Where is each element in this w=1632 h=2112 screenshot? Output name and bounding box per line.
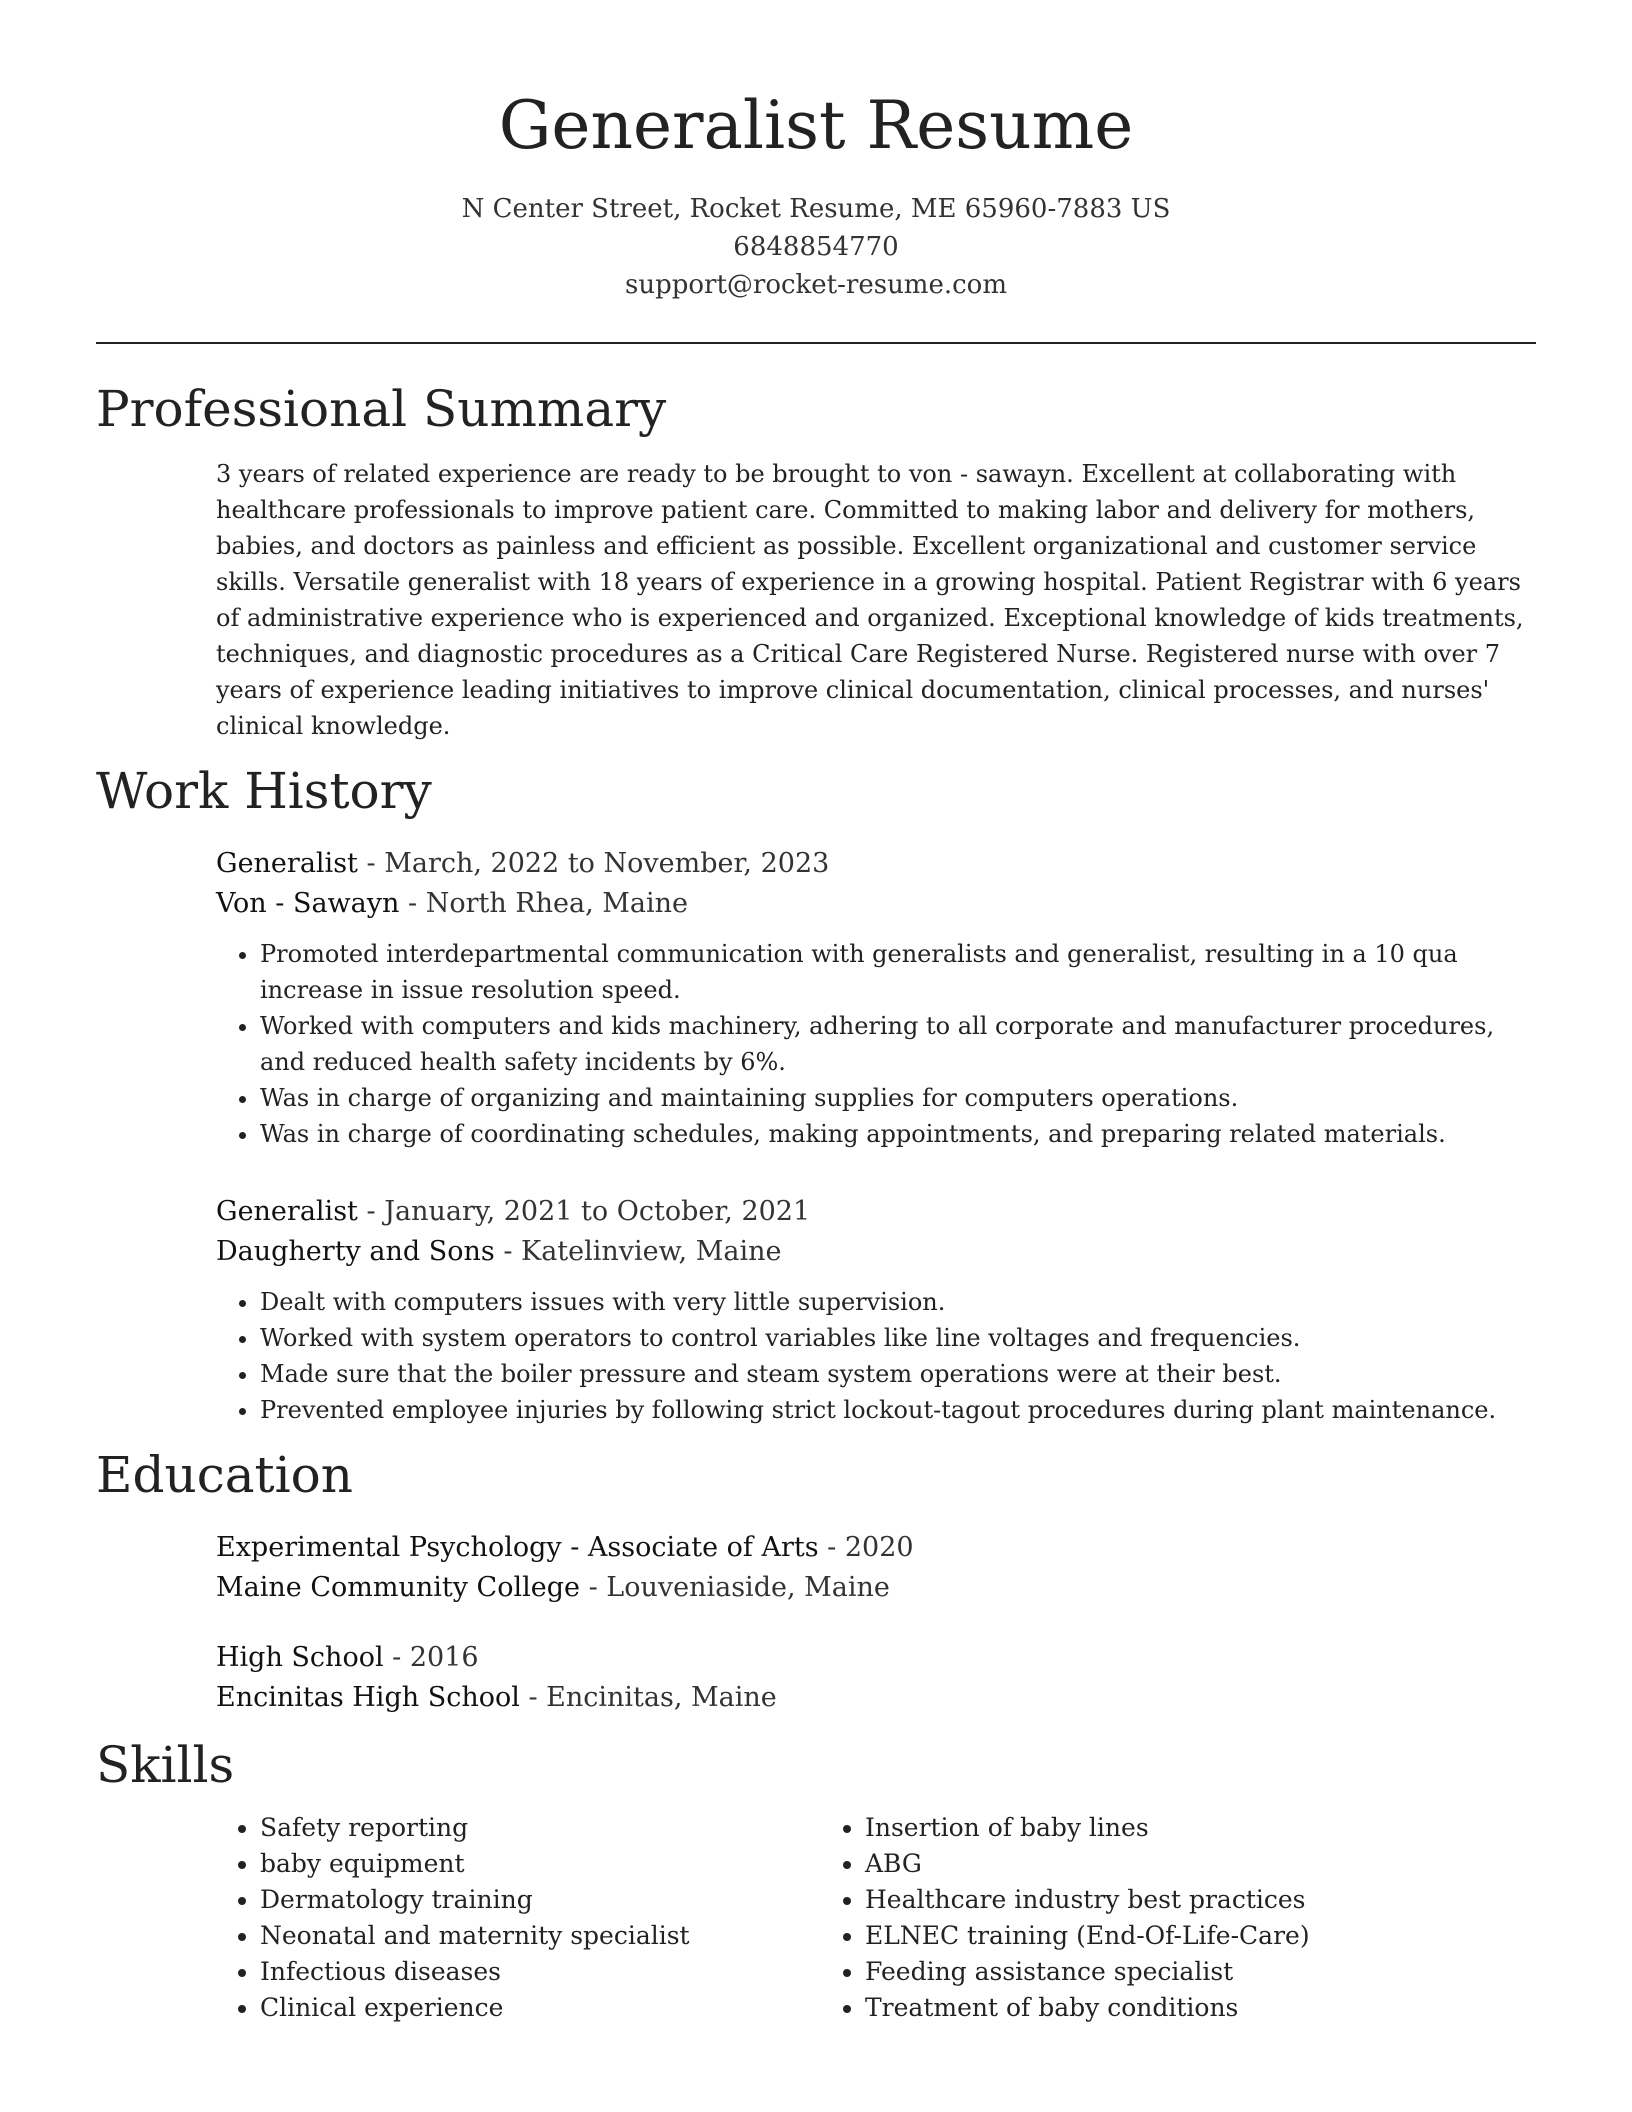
education-school: Encinitas High School [216, 1682, 520, 1713]
education-degree: High School [216, 1642, 384, 1673]
contact-phone: 6848854770 [733, 232, 899, 262]
job-dates: - March, 2022 to November, 2023 [357, 848, 830, 879]
job-bullet: • Worked with system operators to control variables like line voltages and frequencies. [260, 1320, 1536, 1356]
skill-item: • Clinical experience [260, 1990, 821, 2026]
skill-item: • ELNEC training (End-Of-Life-Care) [865, 1918, 1426, 1954]
education-location: - Louveniaside, Maine [579, 1572, 890, 1603]
education-heading: Education [96, 1446, 353, 1504]
resume-header [96, 0, 1536, 304]
contact-email: support@rocket-resume.com [624, 270, 1007, 300]
contact-address: N Center Street, Rocket Resume, ME 65960-7883 US [461, 194, 1171, 224]
summary-heading: Professional Summary [96, 380, 667, 438]
job-entry [216, 844, 1536, 1152]
skills-list-left [216, 1810, 821, 2026]
job-bullet: • Dealt with computers issues with very little supervision. [260, 1284, 1536, 1320]
skills-list-right [821, 1810, 1426, 2026]
education-degree-line [216, 1638, 1536, 1678]
skill-item: • baby equipment [260, 1846, 821, 1882]
job-bullet: • Prevented employee injuries by following strict lockout-tagout procedures during plant maintenance. [260, 1392, 1536, 1428]
skills-columns [216, 1810, 1536, 2026]
skill-item: • Safety reporting [260, 1810, 821, 1846]
education-entry [216, 1528, 1536, 1608]
header-divider [96, 342, 1536, 344]
job-title-line [216, 1192, 1536, 1232]
job-company: Daugherty and Sons [216, 1236, 495, 1267]
work-history-section [96, 758, 1536, 1428]
job-role: Generalist [216, 848, 358, 879]
education-section [96, 1442, 1536, 1718]
job-role: Generalist [216, 1196, 358, 1227]
education-entry [216, 1638, 1536, 1718]
job-bullet: • Worked with computers and kids machinery, adhering to all corporate and manufacturer procedures, and reduced health safety incidents by 6%. [260, 1008, 1536, 1080]
education-degree: Experimental Psychology - Associate of Arts [216, 1532, 819, 1563]
summary-text: 3 years of related experience are ready to be brought to von - sawayn. Excellent at collaborating with healthcare professionals to improve patient care. Committed to making labor and delivery for mothers, babies, and doctors as painless and efficient as possible. Excellent organizational and customer service skills. Versatile generalist with 18 years of experience in a growing hospital. Patient Registrar with 6 years of administrative experience who is experienced and organized. Exceptional knowledge of kids treatments, techniques, and diagnostic procedures as a Critical Care Registered Nurse. Registered nurse with over 7 years of experience leading initiatives to improve clinical documentation, clinical processes, and nurses' clinical knowledge. [216, 460, 1524, 740]
education-school-line [216, 1678, 1536, 1718]
education-school: Maine Community College [216, 1572, 580, 1603]
skills-section [96, 1732, 1536, 2026]
skill-item: • Neonatal and maternity specialist [260, 1918, 821, 1954]
job-bullets [216, 1284, 1536, 1428]
job-bullet: • Was in charge of coordinating schedules, making appointments, and preparing related materials. [260, 1116, 1536, 1152]
skills-heading: Skills [96, 1736, 235, 1794]
education-year: - 2016 [383, 1642, 479, 1673]
skill-item: • ABG [865, 1846, 1426, 1882]
job-title-line [216, 844, 1536, 884]
skill-item: • Feeding assistance specialist [865, 1954, 1426, 1990]
job-company-line [216, 1232, 1536, 1272]
skill-item: • Healthcare industry best practices [865, 1882, 1426, 1918]
job-location: - North Rhea, Maine [399, 888, 689, 919]
skill-item: • Infectious diseases [260, 1954, 821, 1990]
education-location: - Encinitas, Maine [519, 1682, 777, 1713]
job-bullet: • Was in charge of organizing and maintaining supplies for computers operations. [260, 1080, 1536, 1116]
job-entry [216, 1192, 1536, 1428]
skill-item: • Treatment of baby conditions [865, 1990, 1426, 2026]
job-company-line [216, 884, 1536, 924]
job-bullets [216, 936, 1536, 1152]
resume-title: Generalist Resume [498, 87, 1134, 164]
job-company: Von - Sawayn [216, 888, 400, 919]
job-bullet: • Promoted interdepartmental communication with generalists and generalist, resulting in a 10 qua increase in issue resolution speed. [260, 936, 1536, 1008]
skill-item: • Dermatology training [260, 1882, 821, 1918]
job-dates: - January, 2021 to October, 2021 [357, 1196, 811, 1227]
education-degree-line [216, 1528, 1536, 1568]
education-year: - 2020 [818, 1532, 914, 1563]
skill-item: • Insertion of baby lines [865, 1810, 1426, 1846]
work-history-heading: Work History [96, 762, 432, 820]
contact-block [96, 190, 1536, 304]
education-school-line [216, 1568, 1536, 1608]
summary-section [96, 376, 1536, 744]
job-bullet: • Made sure that the boiler pressure and steam system operations were at their best. [260, 1356, 1536, 1392]
job-location: - Katelinview, Maine [494, 1236, 782, 1267]
